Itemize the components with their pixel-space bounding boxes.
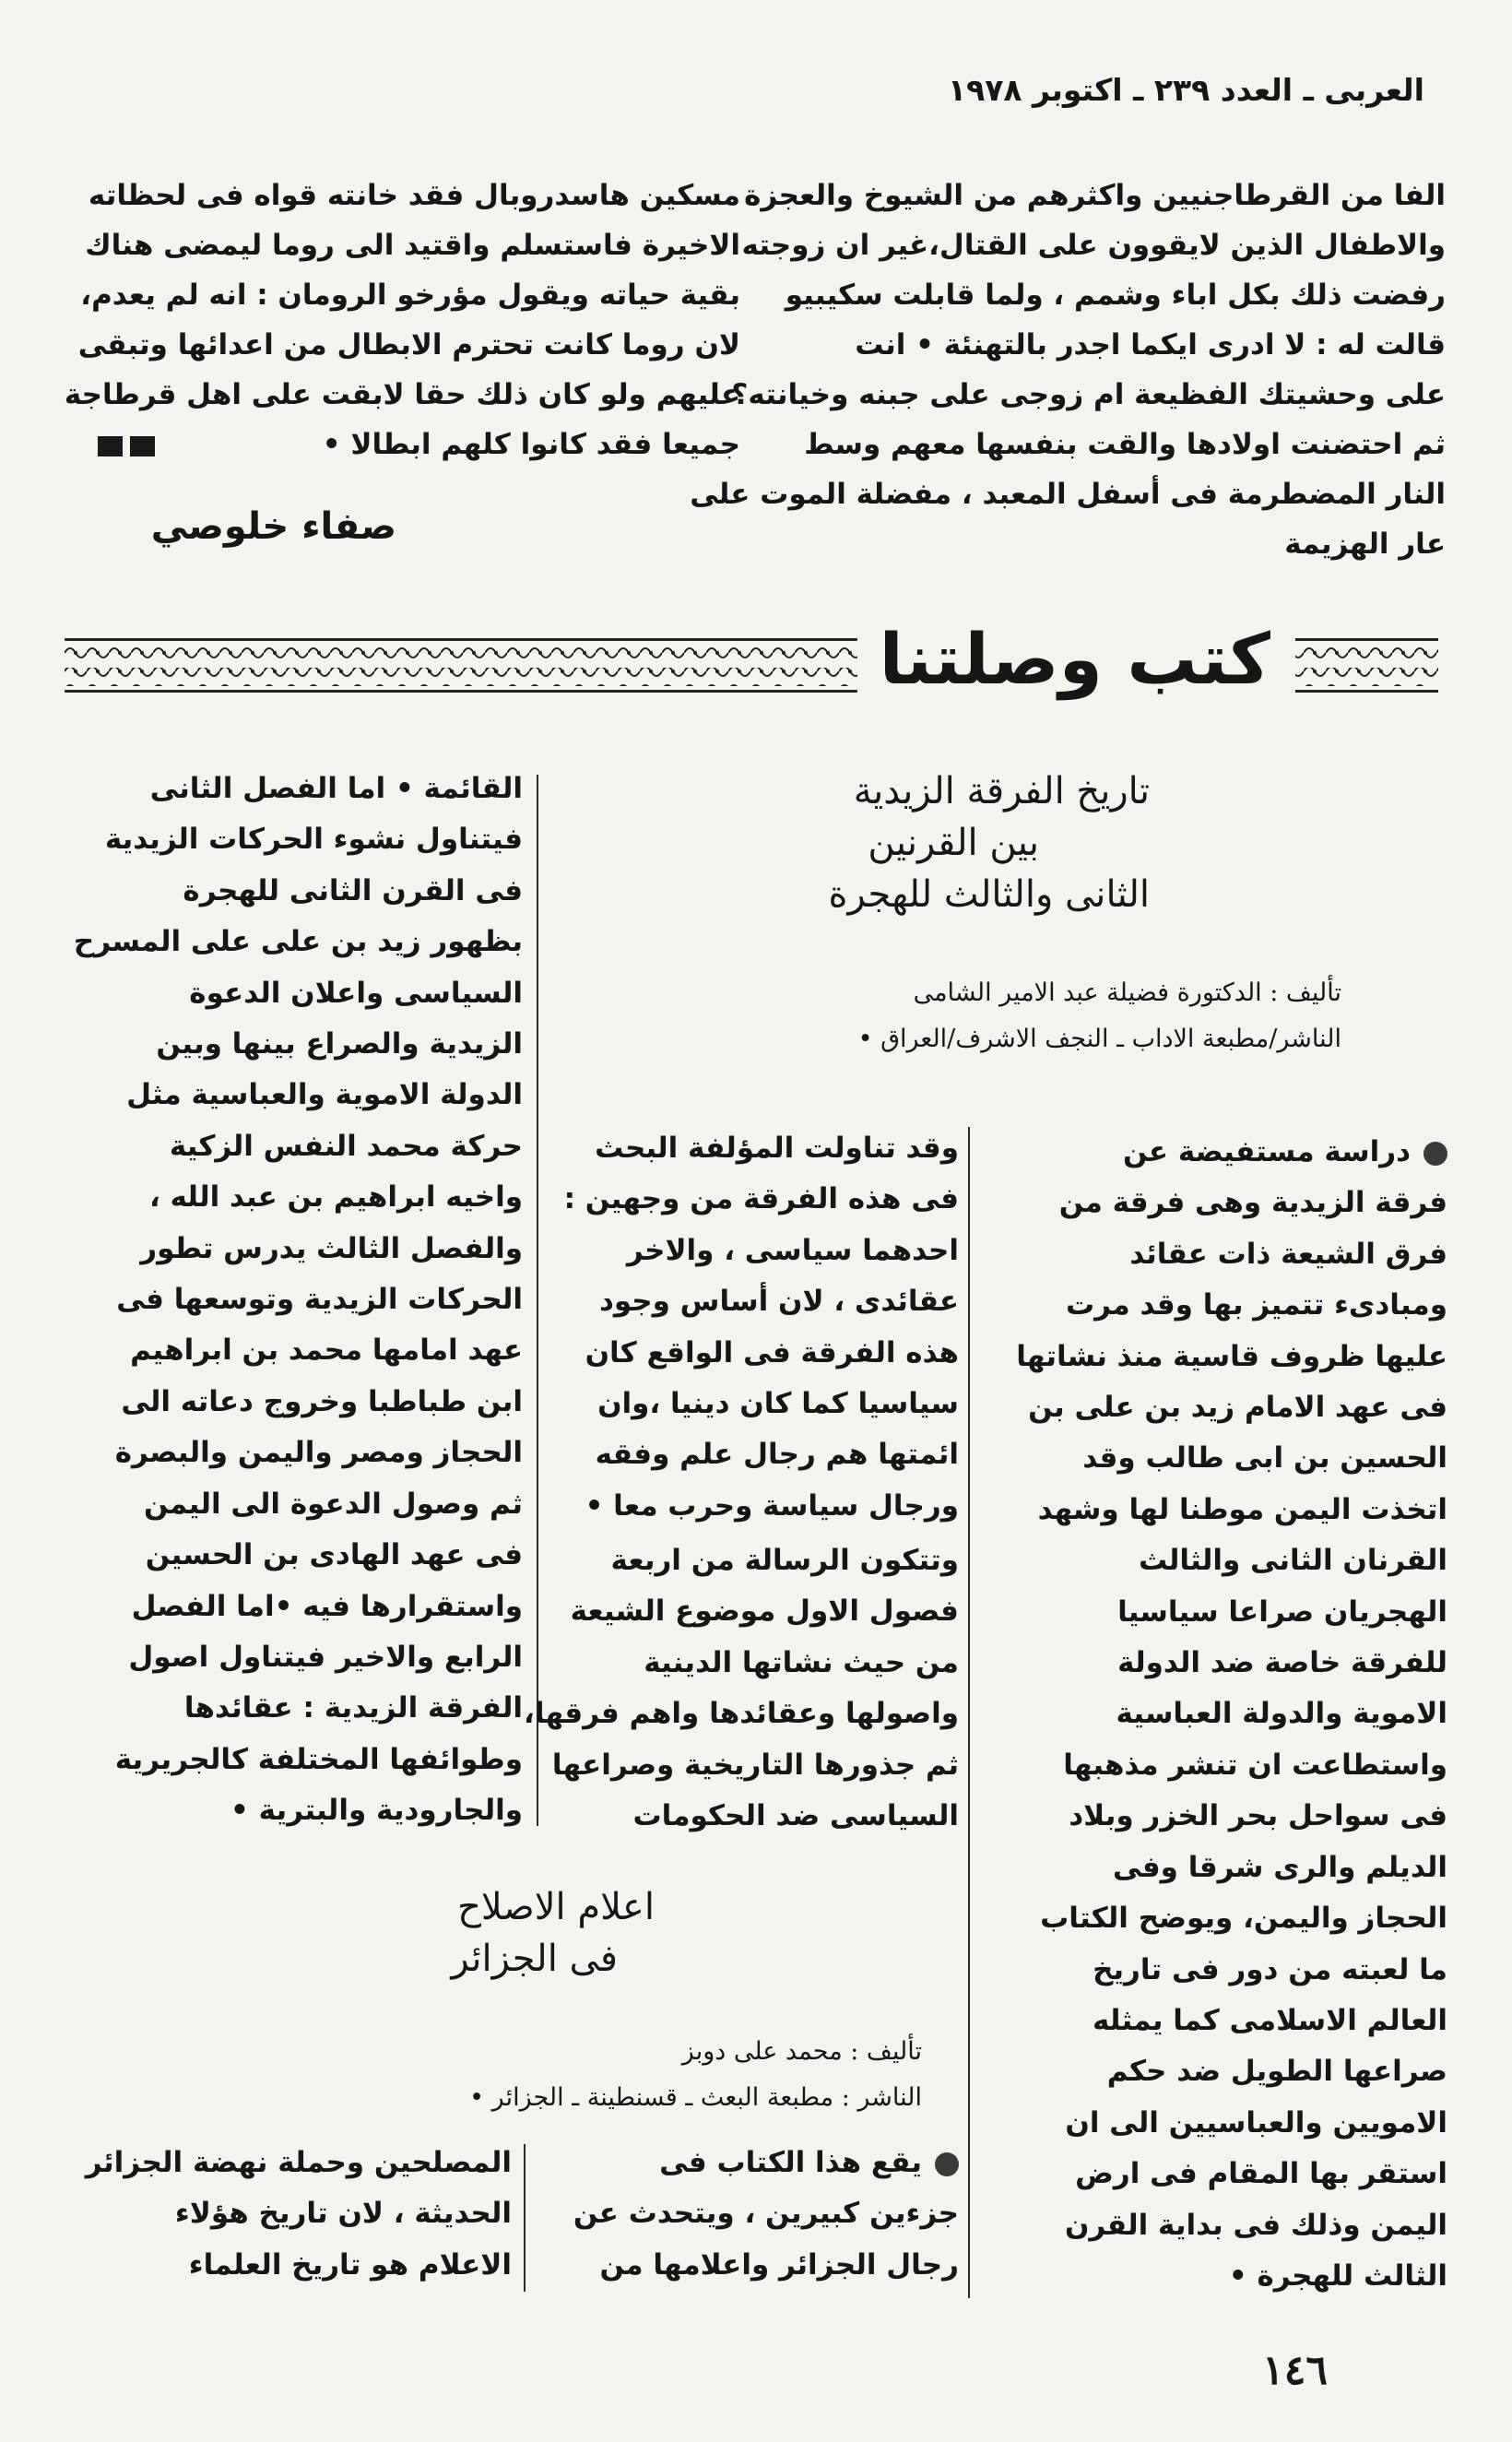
text-line: وتتكون الرسالة من اربعة <box>610 1544 959 1577</box>
title-line: اعلام الاصلاح <box>457 1886 655 1928</box>
text-line: والاطفال الذين لايقوون على القتال،غير ان زوجته <box>741 229 1446 262</box>
end-of-article-mark <box>98 436 155 456</box>
text-line: عقائدى ، لان أساس وجود <box>598 1285 959 1319</box>
book2-column-right <box>562 2138 959 2291</box>
text-line: حركة محمد النفس الزكية <box>169 1129 523 1163</box>
title-line: بين القرنين <box>868 822 1039 864</box>
text-line: من حيث نشاتها الدينية <box>644 1645 959 1679</box>
section-title: كتب وصلتنا <box>879 618 1270 700</box>
text-line: قالت له : لا ادرى ايكما اجدر بالتهنئة • انت <box>855 328 1446 362</box>
book1-meta <box>858 970 1341 1062</box>
text-line: وطوائفها المختلفة كالجريرية <box>114 1742 523 1776</box>
text-line: استقر بها المقام فى ارض <box>1075 2157 1447 2191</box>
text-line: فى القرن الثانى للهجرة <box>183 873 523 907</box>
text-line: النار المضطرمة فى أسفل المعبد ، مفضلة الموت على <box>690 478 1446 511</box>
column-rule <box>968 1127 970 2298</box>
text-line: لان روما كانت تحترم الابطال من اعدائها وتبقى <box>77 328 740 362</box>
publisher-line: الناشر : مطبعة البعث ـ قسنطينة ـ الجزائر • <box>469 2083 922 2112</box>
column-rule <box>537 775 538 1826</box>
text-line: اليمن وذلك فى بداية القرن <box>1064 2208 1447 2242</box>
text-line: فى عهد الامام زيد بن على بن <box>1028 1391 1447 1425</box>
text-line: الرابع والاخير فيتناول اصول <box>128 1640 523 1674</box>
book1-column-middle-part2 <box>524 1535 959 1842</box>
text-line: الزيدية والصراع بينها وبين <box>156 1027 523 1061</box>
page-number: ١٤٦ <box>1262 2347 1328 2394</box>
text-line: الديلم والرى شرقا وفى <box>1112 1850 1447 1884</box>
text-line: صراعها الطويل ضد حكم <box>1106 2055 1447 2089</box>
text-line: ورجال سياسة وحرب معا • <box>585 1488 959 1523</box>
text-line: ائمتها هم رجال علم وفقه <box>595 1438 959 1472</box>
publisher-line: الناشر/مطبعة الاداب ـ النجف الاشرف/العراق • <box>857 1025 1341 1053</box>
text-line: الحديثة ، لان تاريخ هؤلاء <box>174 2197 512 2231</box>
text-line: والجارودية والبترية • <box>230 1794 523 1828</box>
text-line: ثم جذورها التاريخية وصراعها <box>551 1748 959 1782</box>
title-line: فى الجزائر <box>451 1938 618 1980</box>
text-line: واستقرارها فيه •اما الفصل <box>131 1589 523 1623</box>
text-line: ابن طباطبا وخروج دعاته الى <box>121 1384 523 1418</box>
text-line: جزءين كبيرين ، ويتحدث عن <box>573 2197 959 2231</box>
text-line: الحجاز ومصر واليمن والبصرة <box>114 1436 523 1470</box>
text-line: واخيه ابراهيم بن عبد الله ، <box>148 1180 523 1215</box>
text-line: الحجاز واليمن، ويوضح الكتاب <box>1040 1902 1447 1936</box>
text-line: جميعا فقد كانوا كلهم ابطالا • <box>322 428 740 461</box>
book2-column-left <box>78 2138 512 2291</box>
author-line: تأليف : الدكتورة فضيلة عبد الامير الشامى <box>913 978 1341 1007</box>
text-line: الفرقة الزيدية : عقائدها <box>183 1691 523 1725</box>
text-line: الثالث للهجرة • <box>1228 2258 1447 2293</box>
text-line: ما لعبته من دور فى تاريخ <box>1093 1952 1447 1986</box>
text-line: ثم وصول الدعوة الى اليمن <box>144 1487 523 1521</box>
bullet-icon <box>935 2152 959 2176</box>
text-line: الحركات الزيدية وتوسعها فى <box>116 1283 523 1317</box>
text-line: للفرقة خاصة ضد الدولة <box>1117 1646 1447 1680</box>
text-line: واستطاعت ان تنشر مذهبها <box>1063 1748 1447 1782</box>
text-line: عار الهزيمة <box>1284 528 1446 561</box>
text-line: واصولها وعقائدها واهم فرقها، <box>524 1697 959 1731</box>
text-line: عهد امامها محمد بن ابراهيم <box>130 1334 523 1368</box>
running-head: العربى ـ العدد ٢٣٩ ـ اكتوبر ١٩٧٨ <box>947 72 1424 108</box>
book2-meta <box>469 2029 922 2121</box>
title-line: تاريخ الفرقة الزيدية <box>853 770 1150 812</box>
text-line: هذه الفرقة فى الواقع كان <box>585 1335 959 1369</box>
text-line: الهجريان صراعا سياسيا <box>1117 1594 1447 1629</box>
text-line: فصول الاول موضوع الشيعة <box>570 1594 959 1629</box>
text-line: اتخذت اليمن موطنا لها وشهد <box>1037 1492 1447 1526</box>
column-rule <box>524 2144 526 2292</box>
text-line: يقع هذا الكتاب فى <box>562 2138 959 2188</box>
text-line: بقية حياته ويقول مؤرخو الرومان : انه لم يعدم، <box>80 279 740 312</box>
text-line: المصلحين وحملة نهضة الجزائر <box>85 2146 512 2179</box>
text-line: سياسيا كما كان دينيا ،وان <box>597 1387 959 1421</box>
text-line: عليها ظروف قاسية منذ نشاتها <box>1016 1339 1447 1373</box>
text-line: دراسة مستفيضة عن <box>977 1127 1447 1178</box>
title-line: الثانى والثالث للهجرة <box>828 873 1150 916</box>
text-line: ثم احتضنت اولادها والقت بنفسها معهم وسط <box>804 428 1446 461</box>
text-line: فى هذه الفرقة من وجهين : <box>563 1182 959 1216</box>
book1-title <box>828 765 1150 920</box>
text-line: فى سواحل بحر الخزر وبلاد <box>1069 1799 1447 1833</box>
text-line: مسكين هاسدروبال فقد خانته قواه فى لحظاته <box>88 179 740 212</box>
top-article-right-column <box>690 171 1446 569</box>
text-line: القرنان الثانى والثالث <box>1138 1544 1447 1578</box>
text-line: ومبادىء تتميز بها وقد مرت <box>1066 1288 1447 1322</box>
text-line: فرق الشيعة ذات عقائد <box>1129 1237 1447 1271</box>
text-line: السياسى ضد الحكومات <box>632 1799 959 1833</box>
book1-column-left <box>62 764 523 1837</box>
top-article-left-column <box>64 171 740 469</box>
book1-column-right <box>977 1127 1447 2302</box>
text-line: العالم الاسلامى كما يمثله <box>1092 2003 1447 2037</box>
text-line: فى عهد الهادى بن الحسين <box>145 1538 523 1572</box>
text-line: فرقة الزيدية وهى فرقة من <box>1058 1186 1447 1220</box>
text-line: الاعلام هو تاريخ العلماء <box>188 2247 512 2282</box>
text-line: فيتناول نشوء الحركات الزيدية <box>104 823 523 857</box>
book1-column-middle-part1 <box>562 1123 959 1532</box>
text-line: الاموية والدولة العباسية <box>1116 1697 1447 1731</box>
text-line: وقد تناولت المؤلفة البحث <box>595 1132 959 1165</box>
text-line: بظهور زيد بن على على المسرح <box>73 925 523 959</box>
book2-title <box>451 1881 655 1985</box>
article-author: صفاء خلوصي <box>150 505 396 548</box>
text-line: والفصل الثالث يدرس تطور <box>140 1231 523 1265</box>
text-line: السياسى واعلان الدعوة <box>189 976 523 1010</box>
text-line: الفا من القرطاجنيين واكثرهم من الشيوخ والعجزة <box>744 179 1446 212</box>
bullet-icon <box>1423 1142 1447 1166</box>
text-line: على وحشيتك الفظيعة ام زوجى على جبنه وخيانته؟ <box>731 378 1446 411</box>
text-line: رجال الجزائر واعلامها من <box>599 2247 959 2282</box>
text-line: عليهم ولو كان ذلك حقا لابقت على اهل قرطاجة <box>64 378 740 411</box>
text-line: رفضت ذلك بكل اباء وشمم ، ولما قابلت سكيبيو <box>785 279 1446 312</box>
text-line: الاخيرة فاستسلم واقتيد الى روما ليمضى هناك <box>85 229 740 262</box>
text-line: القائمة • اما الفصل الثانى <box>149 772 523 805</box>
text-line: الحسين بن ابى طالب وقد <box>1082 1441 1447 1476</box>
author-line: تأليف : محمد على دوبز <box>681 2037 922 2066</box>
text-line: الدولة الاموية والعباسية مثل <box>126 1078 523 1112</box>
text-line: الامويين والعباسيين الى ان <box>1065 2105 1447 2140</box>
text-line: احدهما سياسى ، والاخر <box>626 1233 959 1267</box>
